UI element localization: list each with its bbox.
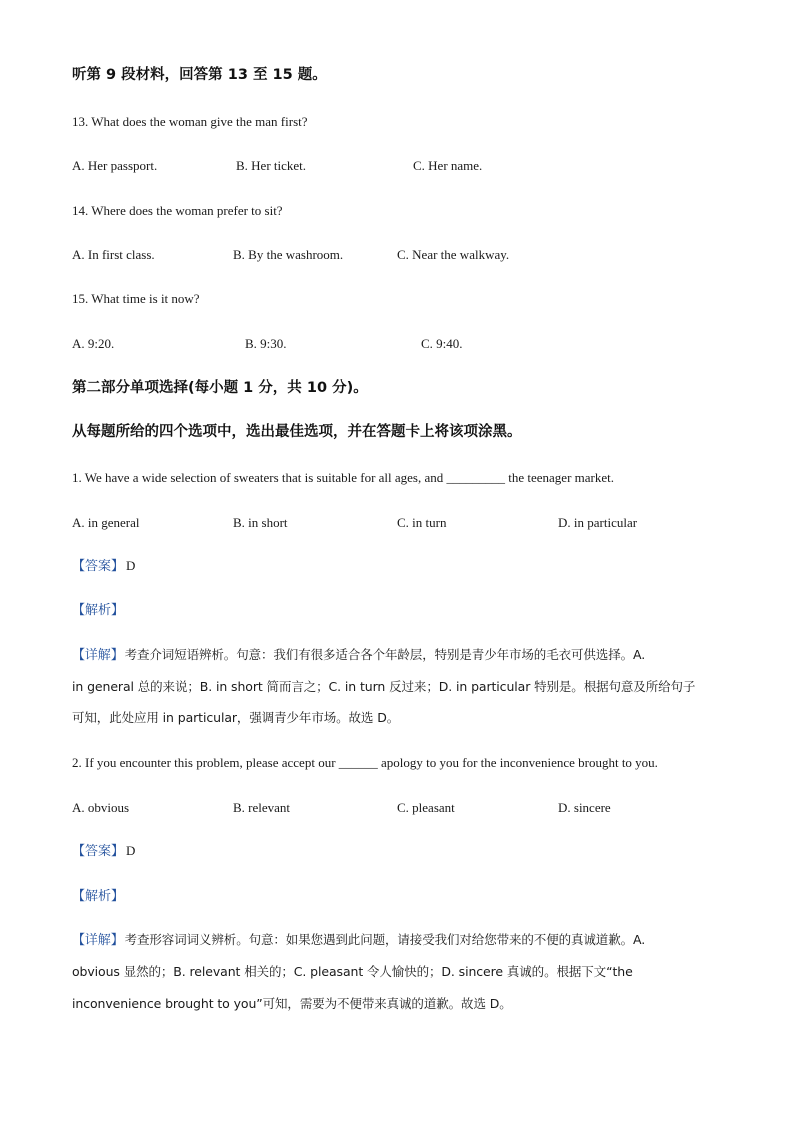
option-a: A. obvious	[72, 800, 130, 815]
detail-line	[72, 932, 645, 949]
option-c: C. 9:40.	[421, 336, 463, 351]
question-15: 15. What time is it now?	[72, 291, 200, 306]
question-14: 14. Where does the woman prefer to sit?	[72, 203, 283, 218]
answer-tag: 【答案】	[72, 844, 125, 859]
detail-line: in general 总的来说；B. in short 简而言之；C. in turn 反过来；D. in particular 特别是。根据句意及所给句子	[72, 679, 696, 694]
detail-line: inconvenience brought to you”可知，需要为不便带来真诚的道歉。故选 D。	[72, 996, 512, 1011]
part2-instruction: 从每题所给的四个选项中，选出最佳选项，并在答题卡上将该项涂黑。	[72, 424, 522, 440]
answer-value: D	[126, 843, 136, 858]
option-a: A. Her passport.	[72, 158, 158, 173]
detail-text: 考查形容词词义辨析。句意：如果您遇到此问题，请接受我们对给您带来的不便的真诚道歉。A.	[124, 932, 646, 947]
question-13: 13. What does the woman give the man first?	[72, 114, 308, 129]
option-c: C. in turn	[397, 515, 447, 530]
options-14	[72, 247, 722, 263]
option-a: A. 9:20.	[72, 336, 115, 351]
detail-line: 可知，此处应用 in particular，强调青少年市场。故选 D。	[72, 710, 400, 725]
detail-line	[72, 647, 645, 664]
part2-heading: 第二部分单项选择(每小题 1 分，共 10 分)。	[72, 380, 368, 396]
option-c: C. pleasant	[397, 800, 455, 815]
analysis-line-1	[72, 602, 124, 619]
detail-tag: 【详解】	[72, 648, 124, 663]
option-b: B. By the washroom.	[233, 247, 344, 262]
mc-options-1	[72, 515, 722, 531]
mc-options-2	[72, 800, 722, 816]
options-13	[72, 158, 722, 174]
detail-text: 考查介词短语辨析。句意：我们有很多适合各个年龄层，特别是青少年市场的毛衣可供选择。A.	[124, 647, 646, 662]
answer-tag: 【答案】	[72, 559, 125, 574]
option-d: D. in particular	[558, 515, 638, 530]
listening-heading: 听第 9 段材料，回答第 13 至 15 题。	[72, 67, 327, 83]
mc-question-2: 2. If you encounter this problem, please accept our ______ apology to you for the inconvenience brought to you.	[72, 755, 658, 770]
option-a: A. in general	[72, 515, 140, 530]
option-c: C. Near the walkway.	[397, 247, 510, 262]
answer-value: D	[126, 558, 136, 573]
option-c: C. Her name.	[413, 158, 483, 173]
option-a: A. In first class.	[72, 247, 155, 262]
option-b: B. Her ticket.	[236, 158, 307, 173]
answer-line-2	[72, 843, 135, 860]
detail-line: obvious 显然的；B. relevant 相关的；C. pleasant 令人愉快的；D. sincere 真诚的。根据下文“the	[72, 964, 633, 979]
option-b: B. 9:30.	[245, 336, 287, 351]
analysis-line-2	[72, 888, 124, 905]
detail-tag: 【详解】	[72, 933, 124, 948]
answer-line-1	[72, 558, 135, 575]
analysis-tag: 【解析】	[72, 603, 125, 618]
option-b: B. in short	[233, 515, 288, 530]
option-b: B. relevant	[233, 800, 291, 815]
analysis-tag: 【解析】	[72, 889, 125, 904]
option-d: D. sincere	[558, 800, 611, 815]
mc-question-1: 1. We have a wide selection of sweaters that is suitable for all ages, and _________ the teenager market.	[72, 470, 615, 485]
options-15	[72, 336, 722, 352]
